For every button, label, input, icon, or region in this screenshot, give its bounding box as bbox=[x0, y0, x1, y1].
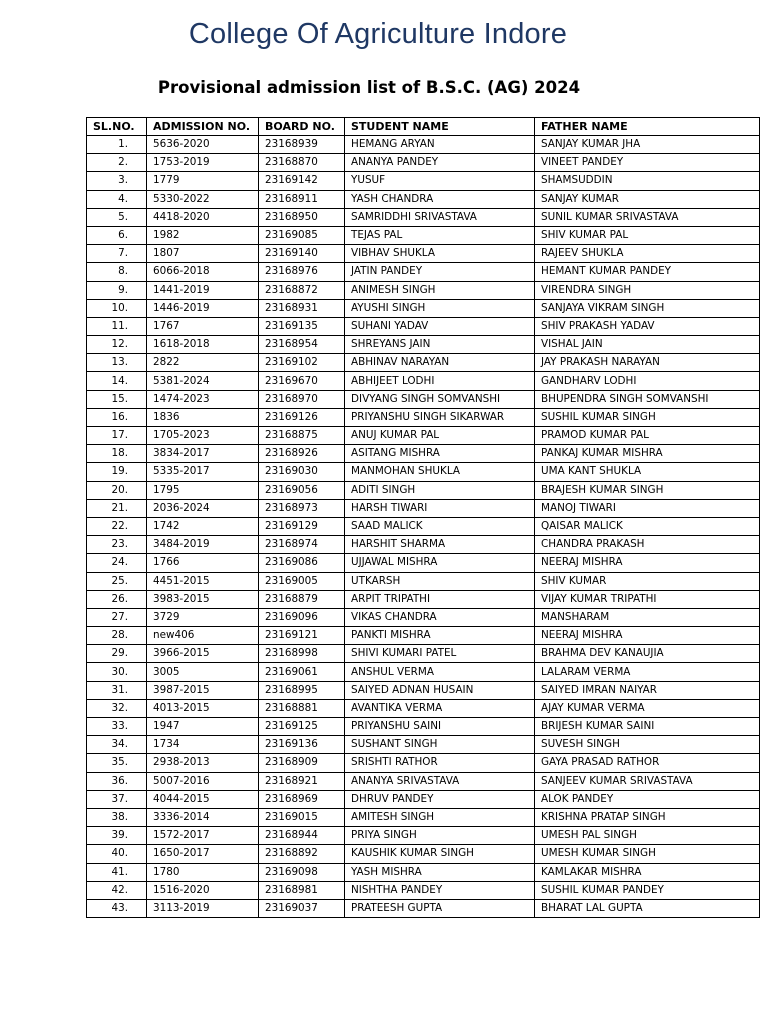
board-no-cell: 23169670 bbox=[259, 372, 345, 390]
sl-no-cell: 26. bbox=[87, 590, 147, 608]
sl-no-cell: 6. bbox=[87, 226, 147, 244]
admission-no-cell: 1734 bbox=[147, 736, 259, 754]
table-row bbox=[87, 136, 760, 154]
admission-no-cell: 1807 bbox=[147, 245, 259, 263]
father-name-cell: SAIYED IMRAN NAIYAR bbox=[535, 681, 760, 699]
father-name-cell: SUNIL KUMAR SRIVASTAVA bbox=[535, 208, 760, 226]
table-body bbox=[87, 136, 760, 918]
board-no-cell: 23168892 bbox=[259, 845, 345, 863]
table-row bbox=[87, 536, 760, 554]
board-no-cell: 23169136 bbox=[259, 736, 345, 754]
table-row bbox=[87, 554, 760, 572]
admission-no-cell: 2822 bbox=[147, 354, 259, 372]
father-name-cell: SHIV PRAKASH YADAV bbox=[535, 317, 760, 335]
student-name-cell: SAMRIDDHI SRIVASTAVA bbox=[345, 208, 535, 226]
table-row bbox=[87, 427, 760, 445]
father-name-cell: QAISAR MALICK bbox=[535, 517, 760, 535]
board-no-cell: 23168872 bbox=[259, 281, 345, 299]
board-no-cell: 23168879 bbox=[259, 590, 345, 608]
table-row bbox=[87, 645, 760, 663]
admission-no-cell: 1516-2020 bbox=[147, 881, 259, 899]
table-row bbox=[87, 226, 760, 244]
table-row bbox=[87, 172, 760, 190]
board-no-cell: 23169030 bbox=[259, 463, 345, 481]
student-name-cell: AMITESH SINGH bbox=[345, 808, 535, 826]
board-no-cell: 23169098 bbox=[259, 863, 345, 881]
student-name-cell: DHRUV PANDEY bbox=[345, 790, 535, 808]
father-name-cell: SANJAY KUMAR JHA bbox=[535, 136, 760, 154]
table-row bbox=[87, 754, 760, 772]
sl-no-cell: 28. bbox=[87, 627, 147, 645]
admission-no-cell: 1446-2019 bbox=[147, 299, 259, 317]
student-name-cell: YUSUF bbox=[345, 172, 535, 190]
admission-no-cell: 1705-2023 bbox=[147, 427, 259, 445]
table-row bbox=[87, 881, 760, 899]
sl-no-cell: 17. bbox=[87, 427, 147, 445]
father-name-cell: RAJEEV SHUKLA bbox=[535, 245, 760, 263]
admission-no-cell: 1650-2017 bbox=[147, 845, 259, 863]
admission-no-cell: 5330-2022 bbox=[147, 190, 259, 208]
father-name-cell: ALOK PANDEY bbox=[535, 790, 760, 808]
column-header-sl-no: SL.NO. bbox=[87, 118, 147, 136]
admission-no-cell: 1982 bbox=[147, 226, 259, 244]
admission-no-cell: 3987-2015 bbox=[147, 681, 259, 699]
board-no-cell: 23169015 bbox=[259, 808, 345, 826]
admission-no-cell: 3484-2019 bbox=[147, 536, 259, 554]
sl-no-cell: 37. bbox=[87, 790, 147, 808]
table-row bbox=[87, 572, 760, 590]
father-name-cell: CHANDRA PRAKASH bbox=[535, 536, 760, 554]
column-header-father-name: FATHER NAME bbox=[535, 118, 760, 136]
father-name-cell: UMESH KUMAR SINGH bbox=[535, 845, 760, 863]
board-no-cell: 23169005 bbox=[259, 572, 345, 590]
table-row bbox=[87, 317, 760, 335]
sl-no-cell: 29. bbox=[87, 645, 147, 663]
board-no-cell: 23169126 bbox=[259, 408, 345, 426]
column-header-board-no: BOARD NO. bbox=[259, 118, 345, 136]
table-row bbox=[87, 808, 760, 826]
board-no-cell: 23169142 bbox=[259, 172, 345, 190]
admission-no-cell: 1753-2019 bbox=[147, 154, 259, 172]
admission-no-cell: 2036-2024 bbox=[147, 499, 259, 517]
sl-no-cell: 40. bbox=[87, 845, 147, 863]
table-row bbox=[87, 245, 760, 263]
admission-no-cell: 6066-2018 bbox=[147, 263, 259, 281]
board-no-cell: 23169086 bbox=[259, 554, 345, 572]
student-name-cell: HEMANG ARYAN bbox=[345, 136, 535, 154]
board-no-cell: 23168995 bbox=[259, 681, 345, 699]
father-name-cell: SUSHIL KUMAR SINGH bbox=[535, 408, 760, 426]
father-name-cell: PANKAJ KUMAR MISHRA bbox=[535, 445, 760, 463]
sl-no-cell: 11. bbox=[87, 317, 147, 335]
sl-no-cell: 33. bbox=[87, 718, 147, 736]
student-name-cell: ARPIT TRIPATHI bbox=[345, 590, 535, 608]
admission-no-cell: 1767 bbox=[147, 317, 259, 335]
student-name-cell: PRIYANSHU SAINI bbox=[345, 718, 535, 736]
board-no-cell: 23169096 bbox=[259, 608, 345, 626]
board-no-cell: 23168998 bbox=[259, 645, 345, 663]
father-name-cell: SHIV KUMAR PAL bbox=[535, 226, 760, 244]
father-name-cell: BRIJESH KUMAR SAINI bbox=[535, 718, 760, 736]
father-name-cell: SUSHIL KUMAR PANDEY bbox=[535, 881, 760, 899]
admission-no-cell: 1780 bbox=[147, 863, 259, 881]
board-no-cell: 23168921 bbox=[259, 772, 345, 790]
student-name-cell: ANUJ KUMAR PAL bbox=[345, 427, 535, 445]
father-name-cell: BHUPENDRA SINGH SOMVANSHI bbox=[535, 390, 760, 408]
sl-no-cell: 8. bbox=[87, 263, 147, 281]
column-header-student-name: STUDENT NAME bbox=[345, 118, 535, 136]
admission-no-cell: 1795 bbox=[147, 481, 259, 499]
admission-no-cell: 1836 bbox=[147, 408, 259, 426]
admission-no-cell: 1441-2019 bbox=[147, 281, 259, 299]
father-name-cell: GAYA PRASAD RATHOR bbox=[535, 754, 760, 772]
father-name-cell: KAMLAKAR MISHRA bbox=[535, 863, 760, 881]
father-name-cell: HEMANT KUMAR PANDEY bbox=[535, 263, 760, 281]
father-name-cell: SANJAY KUMAR bbox=[535, 190, 760, 208]
father-name-cell: SHAMSUDDIN bbox=[535, 172, 760, 190]
table-row bbox=[87, 736, 760, 754]
sl-no-cell: 42. bbox=[87, 881, 147, 899]
table-row bbox=[87, 699, 760, 717]
student-name-cell: VIBHAV SHUKLA bbox=[345, 245, 535, 263]
admission-no-cell: 1572-2017 bbox=[147, 827, 259, 845]
student-name-cell: NISHTHA PANDEY bbox=[345, 881, 535, 899]
student-name-cell: SHIVI KUMARI PATEL bbox=[345, 645, 535, 663]
father-name-cell: BHARAT LAL GUPTA bbox=[535, 899, 760, 917]
father-name-cell: JAY PRAKASH NARAYAN bbox=[535, 354, 760, 372]
father-name-cell: UMESH PAL SINGH bbox=[535, 827, 760, 845]
student-name-cell: ADITI SINGH bbox=[345, 481, 535, 499]
admission-no-cell: 2938-2013 bbox=[147, 754, 259, 772]
student-name-cell: MANMOHAN SHUKLA bbox=[345, 463, 535, 481]
father-name-cell: BRAHMA DEV KANAUJIA bbox=[535, 645, 760, 663]
list-title: Provisional admission list of B.S.C. (AG) 2024 bbox=[157, 78, 581, 97]
table-row bbox=[87, 845, 760, 863]
board-no-cell: 23169135 bbox=[259, 317, 345, 335]
sl-no-cell: 9. bbox=[87, 281, 147, 299]
board-no-cell: 23168969 bbox=[259, 790, 345, 808]
admission-no-cell: 1474-2023 bbox=[147, 390, 259, 408]
sl-no-cell: 36. bbox=[87, 772, 147, 790]
admission-no-cell: 3005 bbox=[147, 663, 259, 681]
admission-no-cell: 4451-2015 bbox=[147, 572, 259, 590]
student-name-cell: VIKAS CHANDRA bbox=[345, 608, 535, 626]
student-name-cell: YASH MISHRA bbox=[345, 863, 535, 881]
table-row bbox=[87, 336, 760, 354]
admission-no-cell: 4044-2015 bbox=[147, 790, 259, 808]
father-name-cell: AJAY KUMAR VERMA bbox=[535, 699, 760, 717]
board-no-cell: 23168926 bbox=[259, 445, 345, 463]
student-name-cell: PRATEESH GUPTA bbox=[345, 899, 535, 917]
column-header-admission-no: ADMISSION NO. bbox=[147, 118, 259, 136]
student-name-cell: HARSHIT SHARMA bbox=[345, 536, 535, 554]
student-name-cell: JATIN PANDEY bbox=[345, 263, 535, 281]
board-no-cell: 23168950 bbox=[259, 208, 345, 226]
father-name-cell: GANDHARV LODHI bbox=[535, 372, 760, 390]
admission-table bbox=[86, 117, 760, 918]
board-no-cell: 23168939 bbox=[259, 136, 345, 154]
board-no-cell: 23168875 bbox=[259, 427, 345, 445]
father-name-cell: LALARAM VERMA bbox=[535, 663, 760, 681]
table-row bbox=[87, 354, 760, 372]
admission-no-cell: 3983-2015 bbox=[147, 590, 259, 608]
table-row bbox=[87, 481, 760, 499]
admission-no-cell: 5007-2016 bbox=[147, 772, 259, 790]
board-no-cell: 23168973 bbox=[259, 499, 345, 517]
father-name-cell: SANJEEV KUMAR SRIVASTAVA bbox=[535, 772, 760, 790]
student-name-cell: ANSHUL VERMA bbox=[345, 663, 535, 681]
student-name-cell: SHREYANS JAIN bbox=[345, 336, 535, 354]
table-row bbox=[87, 299, 760, 317]
student-name-cell: ASITANG MISHRA bbox=[345, 445, 535, 463]
table-row bbox=[87, 772, 760, 790]
sl-no-cell: 25. bbox=[87, 572, 147, 590]
table-row bbox=[87, 627, 760, 645]
table-row bbox=[87, 863, 760, 881]
student-name-cell: DIVYANG SINGH SOMVANSHI bbox=[345, 390, 535, 408]
sl-no-cell: 31. bbox=[87, 681, 147, 699]
table-header-row bbox=[87, 118, 760, 136]
father-name-cell: MANOJ TIWARI bbox=[535, 499, 760, 517]
sl-no-cell: 10. bbox=[87, 299, 147, 317]
student-name-cell: AYUSHI SINGH bbox=[345, 299, 535, 317]
sl-no-cell: 23. bbox=[87, 536, 147, 554]
student-name-cell: ABHIJEET LODHI bbox=[345, 372, 535, 390]
sl-no-cell: 7. bbox=[87, 245, 147, 263]
table-row bbox=[87, 281, 760, 299]
sl-no-cell: 2. bbox=[87, 154, 147, 172]
sl-no-cell: 16. bbox=[87, 408, 147, 426]
admission-no-cell: 5636-2020 bbox=[147, 136, 259, 154]
sl-no-cell: 5. bbox=[87, 208, 147, 226]
table-row bbox=[87, 718, 760, 736]
father-name-cell: KRISHNA PRATAP SINGH bbox=[535, 808, 760, 826]
student-name-cell: ANANYA SRIVASTAVA bbox=[345, 772, 535, 790]
student-name-cell: ABHINAV NARAYAN bbox=[345, 354, 535, 372]
sl-no-cell: 4. bbox=[87, 190, 147, 208]
father-name-cell: VIJAY KUMAR TRIPATHI bbox=[535, 590, 760, 608]
sl-no-cell: 18. bbox=[87, 445, 147, 463]
sl-no-cell: 12. bbox=[87, 336, 147, 354]
father-name-cell: VIRENDRA SINGH bbox=[535, 281, 760, 299]
sl-no-cell: 15. bbox=[87, 390, 147, 408]
sl-no-cell: 1. bbox=[87, 136, 147, 154]
student-name-cell: UJJAWAL MISHRA bbox=[345, 554, 535, 572]
board-no-cell: 23169061 bbox=[259, 663, 345, 681]
board-no-cell: 23168976 bbox=[259, 263, 345, 281]
admission-no-cell: 5381-2024 bbox=[147, 372, 259, 390]
sl-no-cell: 30. bbox=[87, 663, 147, 681]
board-no-cell: 23168954 bbox=[259, 336, 345, 354]
board-no-cell: 23169056 bbox=[259, 481, 345, 499]
board-no-cell: 23168870 bbox=[259, 154, 345, 172]
college-title: College Of Agriculture Indore bbox=[188, 18, 568, 50]
board-no-cell: 23169102 bbox=[259, 354, 345, 372]
table-row bbox=[87, 899, 760, 917]
father-name-cell: NEERAJ MISHRA bbox=[535, 554, 760, 572]
board-no-cell: 23168970 bbox=[259, 390, 345, 408]
sl-no-cell: 32. bbox=[87, 699, 147, 717]
table-row bbox=[87, 663, 760, 681]
table-row bbox=[87, 681, 760, 699]
table-row bbox=[87, 154, 760, 172]
sl-no-cell: 27. bbox=[87, 608, 147, 626]
admission-no-cell: 1779 bbox=[147, 172, 259, 190]
student-name-cell: TEJAS PAL bbox=[345, 226, 535, 244]
admission-no-cell: 3966-2015 bbox=[147, 645, 259, 663]
board-no-cell: 23169129 bbox=[259, 517, 345, 535]
student-name-cell: YASH CHANDRA bbox=[345, 190, 535, 208]
admission-no-cell: new406 bbox=[147, 627, 259, 645]
sl-no-cell: 35. bbox=[87, 754, 147, 772]
sl-no-cell: 22. bbox=[87, 517, 147, 535]
student-name-cell: AVANTIKA VERMA bbox=[345, 699, 535, 717]
table-row bbox=[87, 263, 760, 281]
sl-no-cell: 14. bbox=[87, 372, 147, 390]
board-no-cell: 23168911 bbox=[259, 190, 345, 208]
student-name-cell: ANIMESH SINGH bbox=[345, 281, 535, 299]
admission-no-cell: 3729 bbox=[147, 608, 259, 626]
father-name-cell: UMA KANT SHUKLA bbox=[535, 463, 760, 481]
father-name-cell: VISHAL JAIN bbox=[535, 336, 760, 354]
sl-no-cell: 43. bbox=[87, 899, 147, 917]
board-no-cell: 23168881 bbox=[259, 699, 345, 717]
table-row bbox=[87, 608, 760, 626]
student-name-cell: HARSH TIWARI bbox=[345, 499, 535, 517]
sl-no-cell: 20. bbox=[87, 481, 147, 499]
table-row bbox=[87, 390, 760, 408]
board-no-cell: 23169125 bbox=[259, 718, 345, 736]
board-no-cell: 23168981 bbox=[259, 881, 345, 899]
admission-no-cell: 5335-2017 bbox=[147, 463, 259, 481]
table-row bbox=[87, 445, 760, 463]
student-name-cell: SAIYED ADNAN HUSAIN bbox=[345, 681, 535, 699]
admission-no-cell: 1947 bbox=[147, 718, 259, 736]
admission-no-cell: 4418-2020 bbox=[147, 208, 259, 226]
admission-no-cell: 1618-2018 bbox=[147, 336, 259, 354]
father-name-cell: BRAJESH KUMAR SINGH bbox=[535, 481, 760, 499]
sl-no-cell: 39. bbox=[87, 827, 147, 845]
table-row bbox=[87, 499, 760, 517]
board-no-cell: 23168931 bbox=[259, 299, 345, 317]
table-row bbox=[87, 408, 760, 426]
father-name-cell: PRAMOD KUMAR PAL bbox=[535, 427, 760, 445]
sl-no-cell: 24. bbox=[87, 554, 147, 572]
student-name-cell: KAUSHIK KUMAR SINGH bbox=[345, 845, 535, 863]
sl-no-cell: 34. bbox=[87, 736, 147, 754]
student-name-cell: SUSHANT SINGH bbox=[345, 736, 535, 754]
student-name-cell: UTKARSH bbox=[345, 572, 535, 590]
student-name-cell: SRISHTI RATHOR bbox=[345, 754, 535, 772]
student-name-cell: PRIYANSHU SINGH SIKARWAR bbox=[345, 408, 535, 426]
admission-no-cell: 3113-2019 bbox=[147, 899, 259, 917]
sl-no-cell: 41. bbox=[87, 863, 147, 881]
table-row bbox=[87, 590, 760, 608]
sl-no-cell: 13. bbox=[87, 354, 147, 372]
board-no-cell: 23168944 bbox=[259, 827, 345, 845]
student-name-cell: ANANYA PANDEY bbox=[345, 154, 535, 172]
board-no-cell: 23169140 bbox=[259, 245, 345, 263]
father-name-cell: NEERAJ MISHRA bbox=[535, 627, 760, 645]
sl-no-cell: 38. bbox=[87, 808, 147, 826]
admission-no-cell: 4013-2015 bbox=[147, 699, 259, 717]
admission-no-cell: 3336-2014 bbox=[147, 808, 259, 826]
sl-no-cell: 19. bbox=[87, 463, 147, 481]
father-name-cell: SHIV KUMAR bbox=[535, 572, 760, 590]
father-name-cell: SUVESH SINGH bbox=[535, 736, 760, 754]
table-row bbox=[87, 190, 760, 208]
father-name-cell: VINEET PANDEY bbox=[535, 154, 760, 172]
board-no-cell: 23168909 bbox=[259, 754, 345, 772]
table-row bbox=[87, 790, 760, 808]
admission-no-cell: 1766 bbox=[147, 554, 259, 572]
admission-no-cell: 3834-2017 bbox=[147, 445, 259, 463]
father-name-cell: MANSHARAM bbox=[535, 608, 760, 626]
board-no-cell: 23169037 bbox=[259, 899, 345, 917]
table-row bbox=[87, 827, 760, 845]
board-no-cell: 23169121 bbox=[259, 627, 345, 645]
table-row bbox=[87, 208, 760, 226]
student-name-cell: SAAD MALICK bbox=[345, 517, 535, 535]
admission-no-cell: 1742 bbox=[147, 517, 259, 535]
table-row bbox=[87, 517, 760, 535]
student-name-cell: PANKTI MISHRA bbox=[345, 627, 535, 645]
sl-no-cell: 3. bbox=[87, 172, 147, 190]
student-name-cell: PRIYA SINGH bbox=[345, 827, 535, 845]
sl-no-cell: 21. bbox=[87, 499, 147, 517]
table-row bbox=[87, 372, 760, 390]
father-name-cell: SANJAYA VIKRAM SINGH bbox=[535, 299, 760, 317]
table-row bbox=[87, 463, 760, 481]
board-no-cell: 23169085 bbox=[259, 226, 345, 244]
board-no-cell: 23168974 bbox=[259, 536, 345, 554]
student-name-cell: SUHANI YADAV bbox=[345, 317, 535, 335]
